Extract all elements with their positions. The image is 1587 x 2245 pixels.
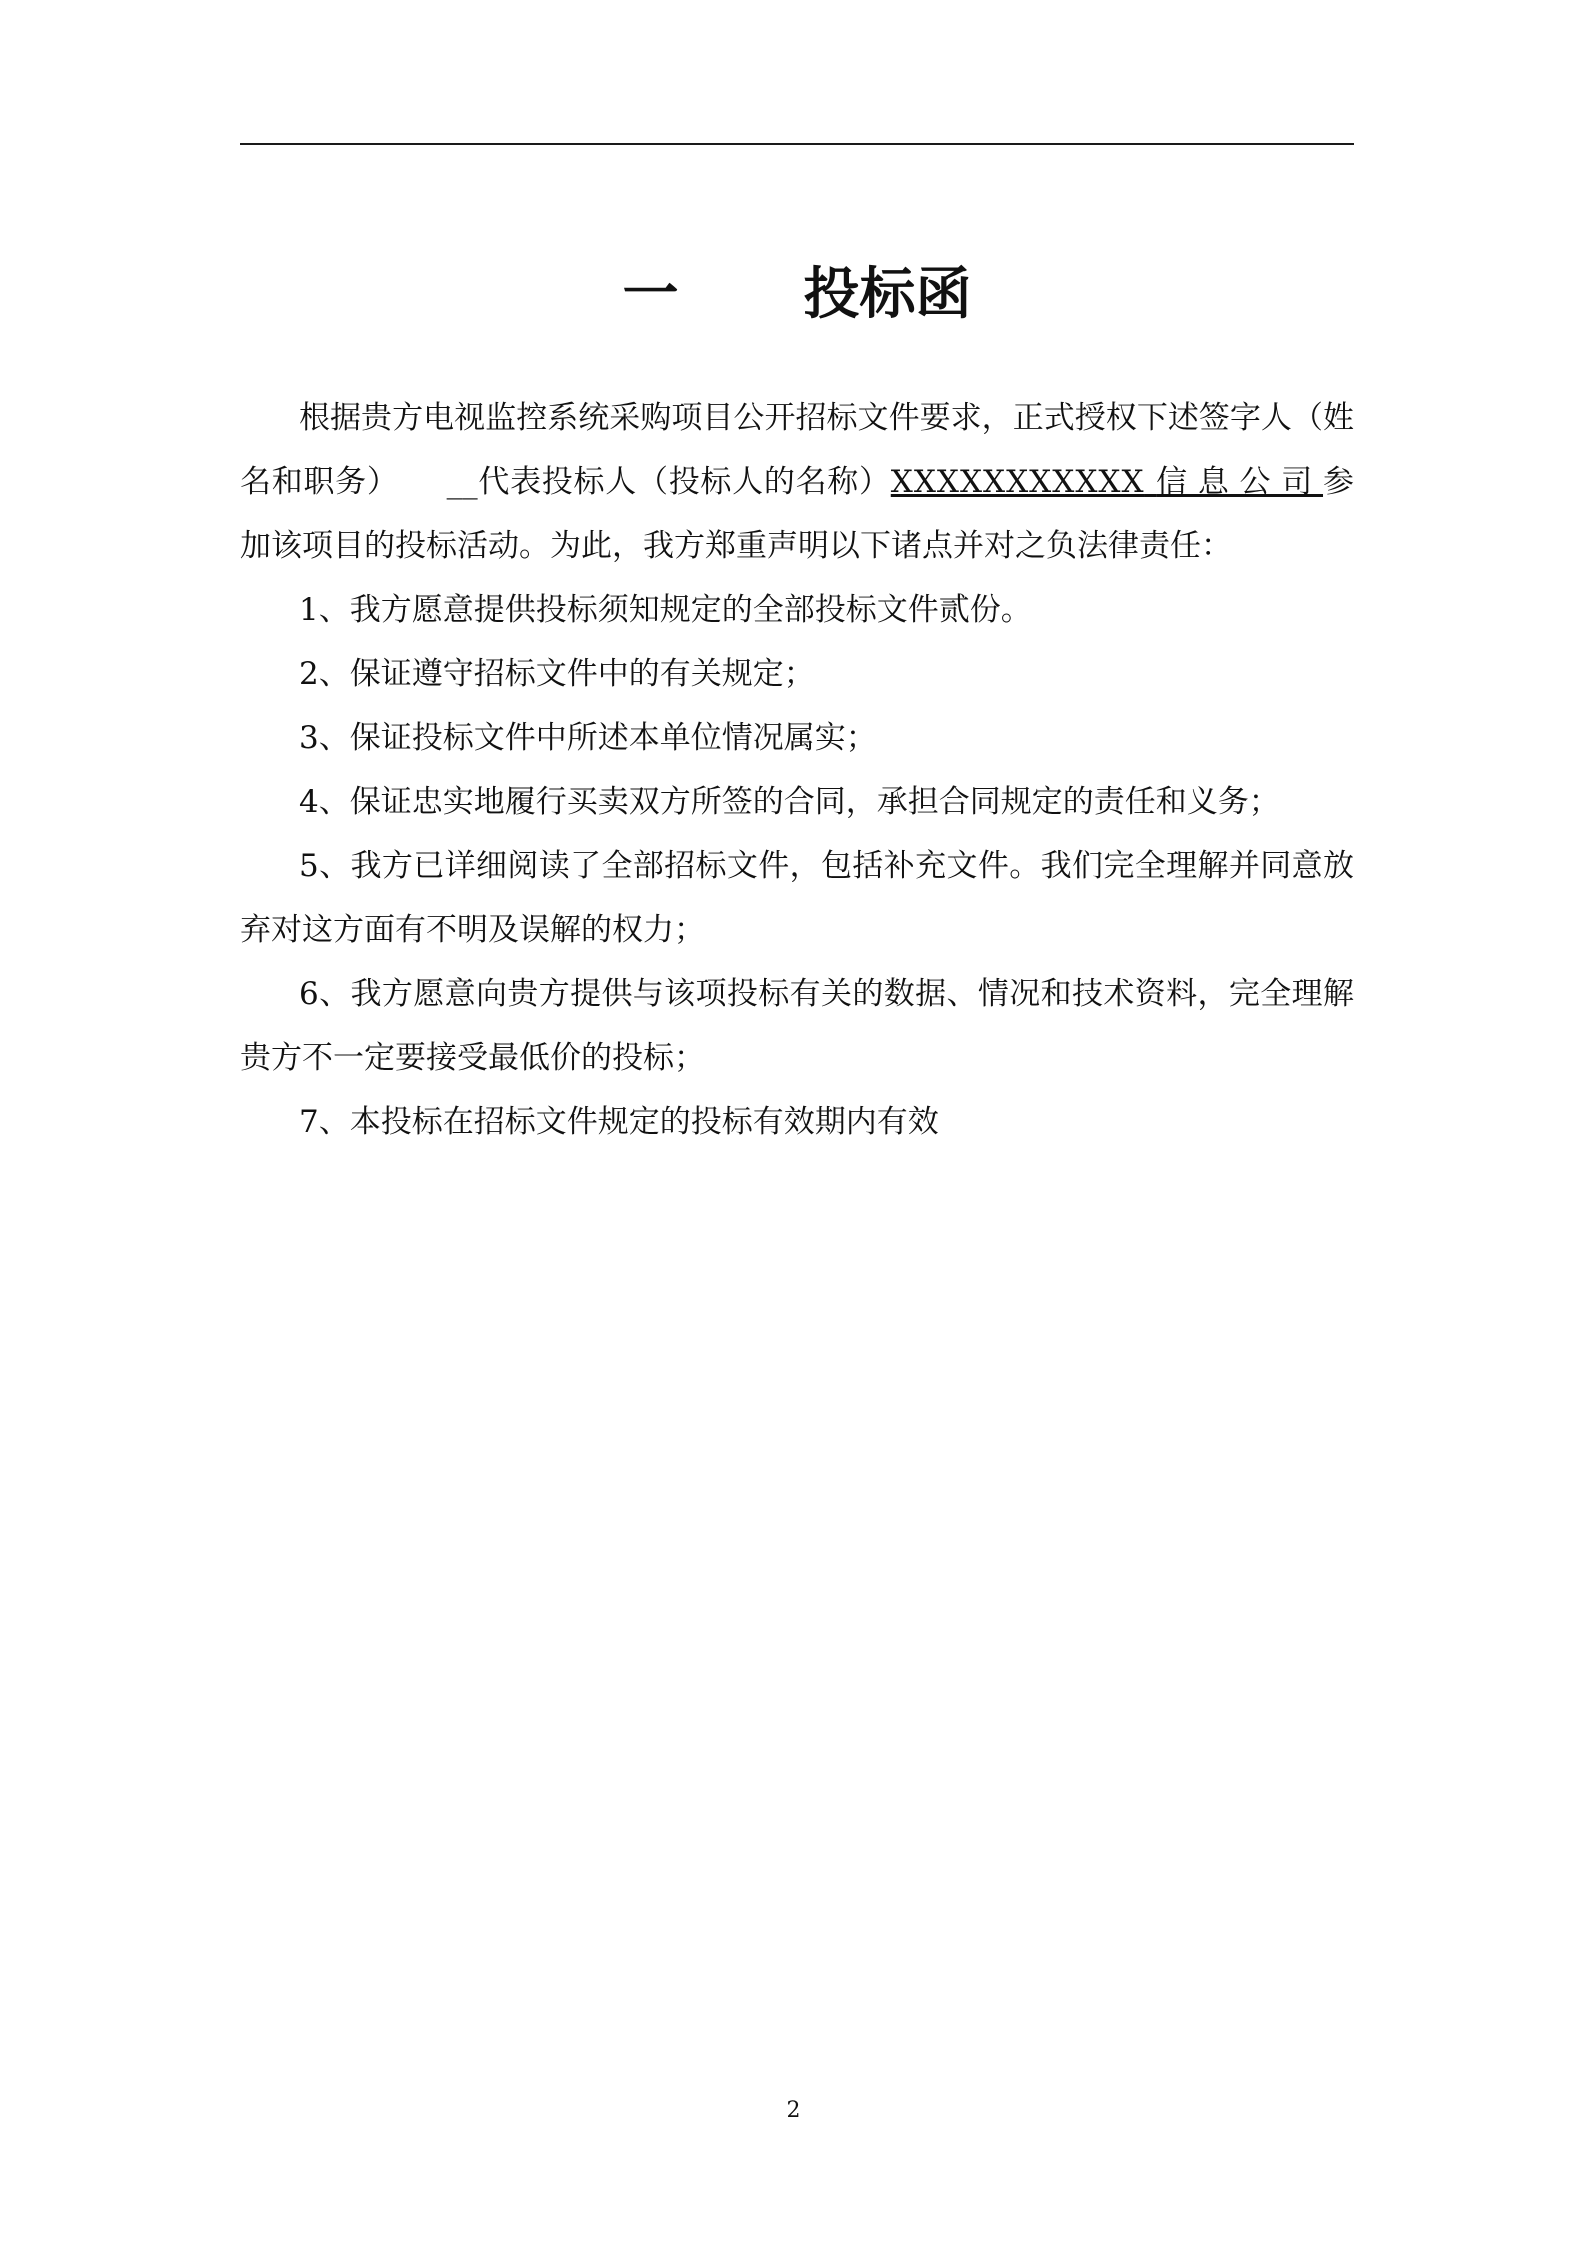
page-title — [240, 240, 1354, 340]
document-body — [240, 386, 1354, 1154]
list-item-7: 7、本投标在招标文件规定的投标有效期内有效 — [299, 1104, 939, 1140]
company-name — [891, 464, 1323, 500]
company-suffix: 信息公司 — [1156, 464, 1324, 500]
list-item-2: 2、保证遵守招标文件中的有关规定； — [299, 656, 815, 692]
page-number: 2 — [786, 2098, 801, 2123]
list-item-5: 5、我方已详细阅读了全部招标文件，包括补充文件。我们完全理解并同意放弃对这方面有不明及误解的权力； — [240, 848, 1354, 948]
title-number: 一 — [622, 262, 679, 327]
signer-label: （姓名和职务） — [240, 400, 1354, 500]
intro-line-1: 根据贵方电视监控系统采购项目公开招标文件要求，正式授权下述签字人 — [299, 400, 1292, 436]
intro-line-3: 参加该项目的投标活动。为此，我方郑重声明以下诸点并对之负法律责任： — [240, 464, 1355, 564]
list-item-1: 1、我方愿意提供投标须知规定的全部投标文件贰份。 — [299, 592, 1032, 628]
header-rule — [240, 143, 1354, 145]
list-item-6: 6、我方愿意向贵方提供与该项投标有关的数据、情况和技术资料，完全理解贵方不一定要接受最低价的投标； — [240, 976, 1354, 1076]
list-item-3: 3、保证投标文件中所述本单位情况属实； — [299, 720, 877, 756]
signer-blank: __ — [446, 464, 478, 500]
title-text: 投标函 — [803, 262, 972, 327]
company-placeholder: XXXXXXXXXXX — [890, 464, 1145, 500]
represent-text: 代表投标人（投标人的名称） — [477, 464, 891, 500]
list-item-4: 4、保证忠实地履行买卖双方所签的合同，承担合同规定的责任和义务； — [299, 784, 1280, 820]
intro-paragraph — [240, 386, 1354, 578]
